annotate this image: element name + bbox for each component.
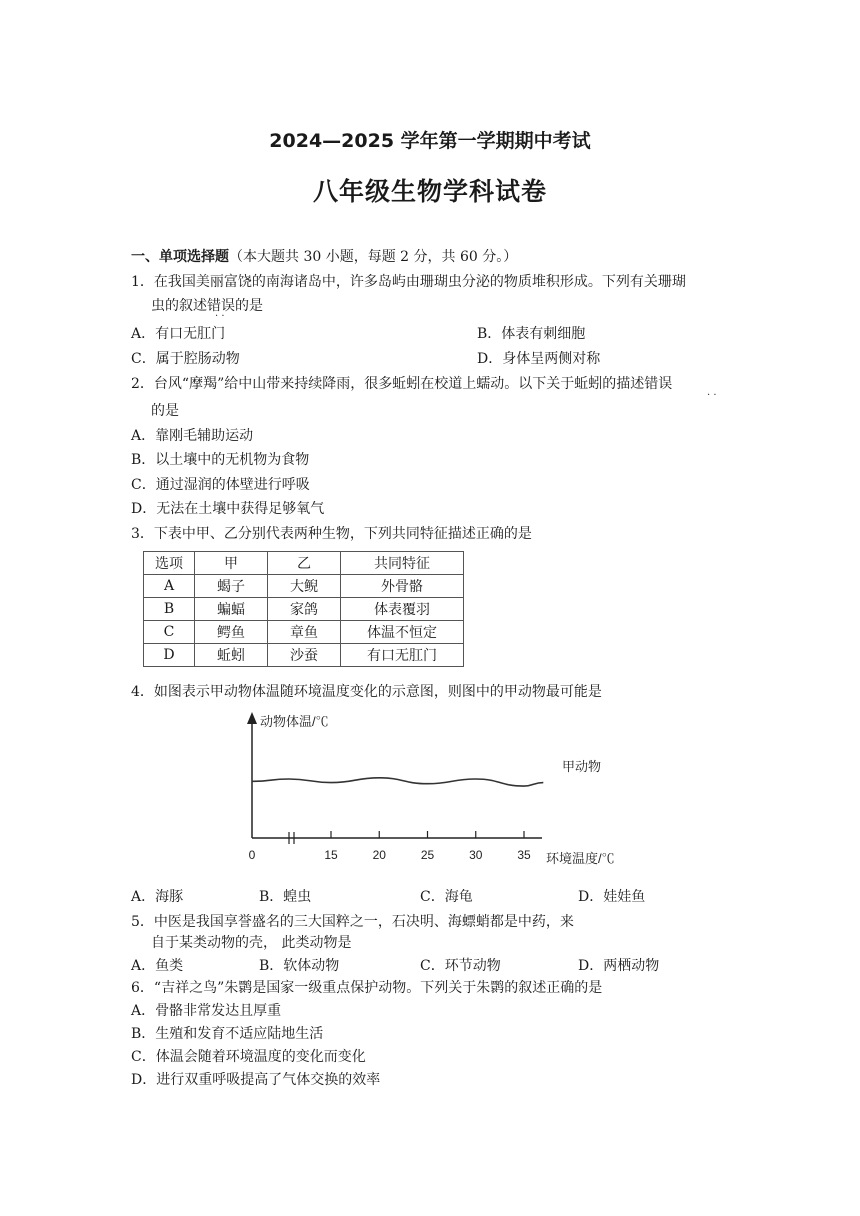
table-header: 乙 <box>268 552 341 575</box>
q2-stem-line2: 的是 <box>151 403 179 419</box>
table-cell: 家鸽 <box>268 598 341 621</box>
table-header: 甲 <box>195 552 268 575</box>
table-cell: 蝎子 <box>195 575 268 598</box>
q2-stem-line1: 2．台风“摩羯”给中山带来持续降雨，很多蚯蚓在校道上蠕动。以下关于蚯蚓的描述错误 <box>131 376 673 392</box>
series-line-甲动物 <box>252 778 543 786</box>
q2-option-d: D．无法在土壤中获得足够氧气 <box>131 501 325 517</box>
table-row <box>144 575 464 598</box>
q4-option-c: C．海龟 <box>420 889 473 905</box>
body-temperature-chart <box>230 708 630 873</box>
table-row <box>144 598 464 621</box>
q1-stem-line1: 1．在我国美丽富饶的南海诸岛中，许多岛屿由珊瑚虫分泌的物质堆积形成。下列有关珊瑚 <box>131 274 686 290</box>
q6-option-a: A．骨骼非常发达且厚重 <box>131 1003 282 1019</box>
y-axis-arrow <box>247 712 257 724</box>
table-cell: 有口无肛门 <box>341 644 464 667</box>
emphasis-dots: · · <box>707 390 717 401</box>
q1-option-a: A．有口无肛门 <box>131 326 226 342</box>
q2-option-a: A．靠刚毛辅助运动 <box>131 428 254 444</box>
x-tick-label: 30 <box>469 848 483 862</box>
table-row <box>144 644 464 667</box>
q4-option-b: B．蝗虫 <box>259 889 312 905</box>
exam-title: 2024—2025 学年第一学期期中考试 <box>269 130 591 152</box>
table-cell: 大鲵 <box>268 575 341 598</box>
x-tick-label: 0 <box>248 848 256 862</box>
section-note: （本大题共 30 小题，每题 2 分，共 60 分。） <box>229 249 518 265</box>
q6-option-d: D．进行双重呼吸提高了气体交换的效率 <box>131 1072 381 1088</box>
table-cell: D <box>144 644 195 667</box>
q1-option-c: C．属于腔肠动物 <box>131 351 240 367</box>
table-cell: 蝙蝠 <box>195 598 268 621</box>
x-tick-label: 20 <box>372 848 386 862</box>
q2-option-c: C．通过湿润的体壁进行呼吸 <box>131 477 310 493</box>
q1-option-b: B．体表有刺细胞 <box>477 326 586 342</box>
q4-option-d: D．娃娃鱼 <box>578 889 646 905</box>
q5-option-b: B．软体动物 <box>259 958 340 974</box>
table-header: 选项 <box>144 552 195 575</box>
q4-stem: 4．如图表示甲动物体温随环境温度变化的示意图，则图中的甲动物最可能是 <box>131 684 602 700</box>
series-label: 甲动物 <box>562 759 602 774</box>
q3-table <box>143 551 464 667</box>
q5-stem-line2: 自于某类动物的壳， 此类动物是 <box>151 935 352 951</box>
table-cell: A <box>144 575 195 598</box>
x-tick-label: 25 <box>420 848 435 862</box>
table-cell: C <box>144 621 195 644</box>
x-tick-label: 15 <box>324 848 338 862</box>
q1-stem-line2: 虫的叙述错误的是 <box>151 298 263 314</box>
emphasis-dots: · · <box>215 311 225 322</box>
q6-option-c: C．体温会随着环境温度的变化而变化 <box>131 1049 366 1065</box>
table-cell: 鳄鱼 <box>195 621 268 644</box>
q5-stem-line1: 5．中医是我国享誉盛名的三大国粹之一，石决明、海螵蛸都是中药，来 <box>131 914 574 930</box>
q6-stem: 6．“吉祥之鸟”朱鹮是国家一级重点保护动物。下列关于朱鹮的叙述正确的是 <box>131 980 603 996</box>
q5-option-a: A．鱼类 <box>131 958 184 974</box>
table-cell: 体温不恒定 <box>341 621 464 644</box>
table-cell: 外骨骼 <box>341 575 464 598</box>
table-row <box>144 621 464 644</box>
q5-option-d: D．两栖动物 <box>578 958 660 974</box>
table-cell: 章鱼 <box>268 621 341 644</box>
exam-subtitle: 八年级生物学科试卷 <box>312 177 547 206</box>
x-tick-label: 35 <box>517 848 531 862</box>
x-axis-label: 环境温度/℃ <box>546 851 615 866</box>
q2-option-b: B．以土壤中的无机物为食物 <box>131 452 310 468</box>
q6-option-b: B．生殖和发育不适应陆地生活 <box>131 1026 324 1042</box>
table-cell: 沙蚕 <box>268 644 341 667</box>
q4-option-a: A．海豚 <box>131 889 184 905</box>
q5-option-c: C．环节动物 <box>420 958 501 974</box>
section-heading <box>131 248 517 266</box>
table-header: 共同特征 <box>341 552 464 575</box>
table-cell: B <box>144 598 195 621</box>
q1-option-d: D．身体呈两侧对称 <box>477 351 601 367</box>
q3-stem: 3．下表中甲、乙分别代表两种生物，下列共同特征描述正确的是 <box>131 526 532 542</box>
table-cell: 蚯蚓 <box>195 644 268 667</box>
y-axis-label: 动物体温/℃ <box>260 714 329 729</box>
table-header-row <box>144 552 464 575</box>
section-title: 一、单项选择题 <box>131 249 229 265</box>
table-cell: 体表覆羽 <box>341 598 464 621</box>
